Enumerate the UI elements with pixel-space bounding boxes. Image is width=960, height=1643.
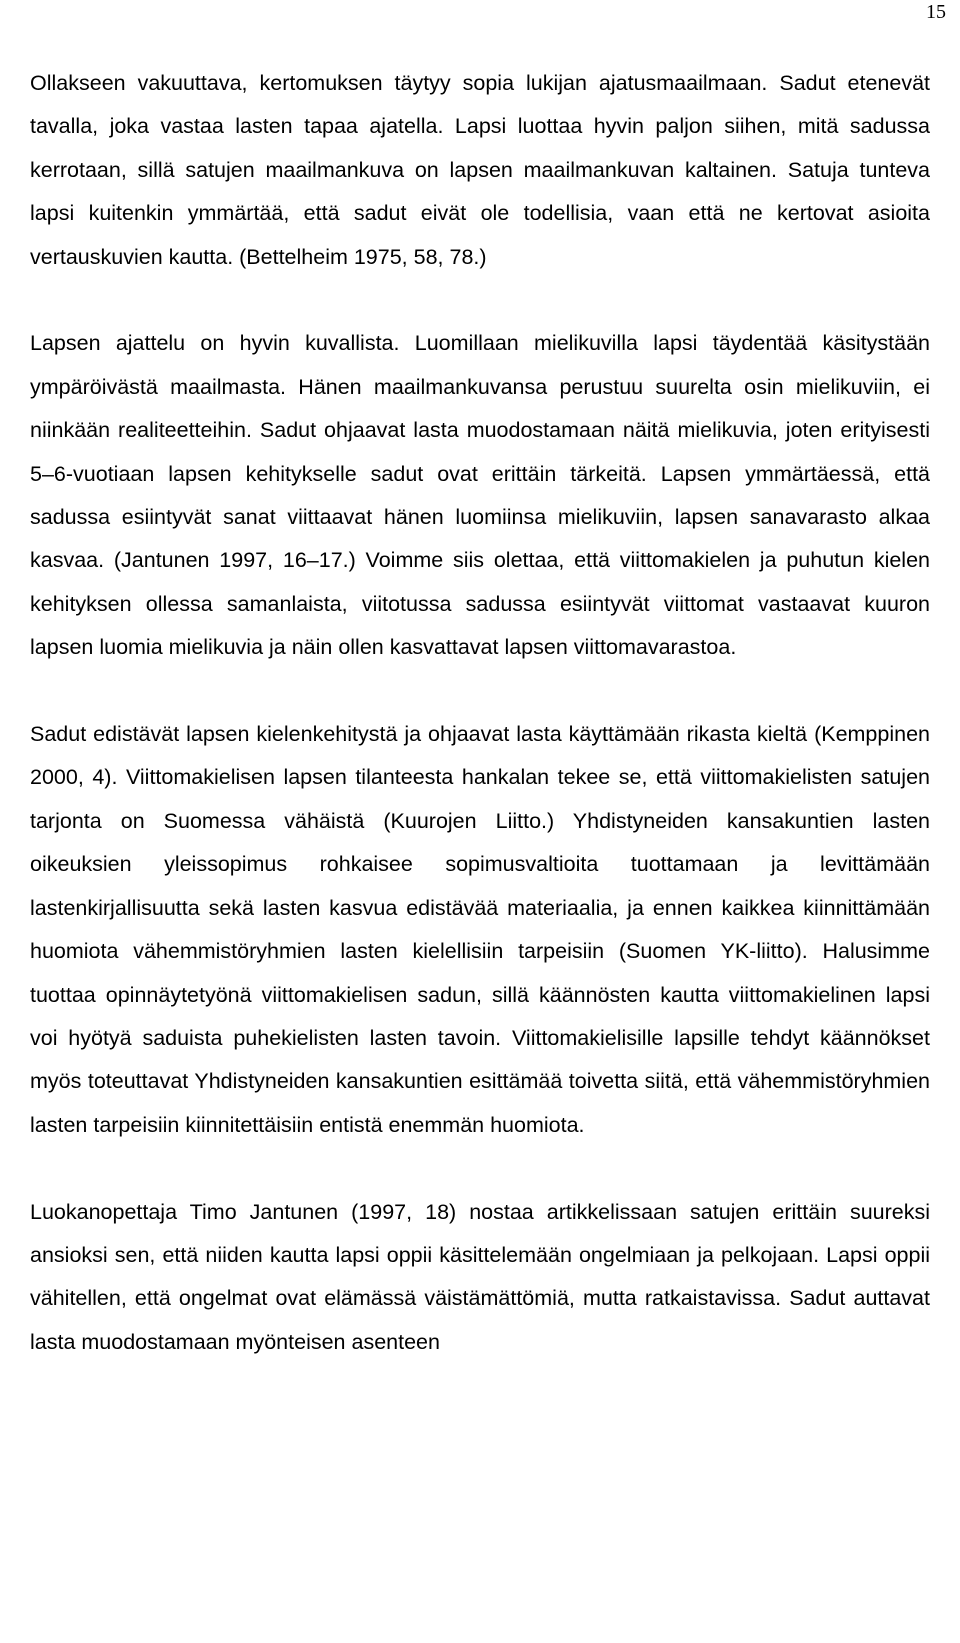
- paragraph-1: Ollakseen vakuuttava, kertomuksen täytyy sopia lukijan ajatusmaailmaan. Sadut etenevät tavalla, joka vastaa lasten tapaa ajatella. Lapsi luottaa hyvin paljon siihen, mitä sadussa kerrotaan, sillä satujen maailmankuva on lapsen maailmankuvan kaltainen. Satuja tunteva lapsi kuitenkin ymmärtää, että sadut eivät ole todellisia, vaan että ne kertovat asioita vertauskuvien kautta. (Bettelheim 1975, 58, 78.): [30, 71, 930, 269]
- paragraph-3: Sadut edistävät lapsen kielenkehitystä ja ohjaavat lasta käyttämään rikasta kieltä (Kemppinen 2000, 4). Viittomakielisen lapsen tilanteesta hankalan tekee se, että viittomakielisten satujen tarjonta on Suomessa vähäistä (Kuurojen Liitto.) Yhdistyneiden kansakuntien lasten oikeuksien yleissopimus rohkaisee sopimusvaltioita tuottamaan ja levittämään lastenkirjallisuutta sekä lasten kasvua edistävää materiaalia, ja ennen kaikkea kiinnittämään huomiota vähemmistöryhmien lasten kielellisiin tarpeisiin (Suomen YK-liitto). Halusimme tuottaa opinnäytetyönä viittomakielisen sadun, sillä käännösten kautta viittomakielinen lapsi voi hyötyä saduista puhekielisten lasten tavoin. Viittomakielisille lapsille tehdyt käännökset myös toteuttavat Yhdistyneiden kansakuntien esittämää toivetta siitä, että vähemmistöryhmien lasten tarpeisiin kiinnitettäisiin entistä enemmän huomiota.: [30, 722, 930, 1137]
- paragraph-4: Luokanopettaja Timo Jantunen (1997, 18) nostaa artikkelissaan satujen erittäin suureksi ansioksi sen, että niiden kautta lapsi oppii käsittelemään ongelmiaan ja pelkojaan. Lapsi oppii vähitellen, että ongelmat ovat elämässä väistämättömiä, mutta ratkaistavissa. Sadut auttavat lasta muodostamaan myönteisen asenteen: [30, 1199, 930, 1354]
- paragraph-2: Lapsen ajattelu on hyvin kuvallista. Luomillaan mielikuvilla lapsi täydentää käsitystään ympäröivästä maailmasta. Hänen maailmankuvansa perustuu suurelta osin mielikuviin, ei niinkään realiteetteihin. Sadut ohjaavat lasta muodostamaan näitä mielikuvia, joten erityisesti 5–6-vuotiaan lapsen kehitykselle sadut ovat erittäin tärkeitä. Lapsen ymmärtäessä, että sadussa esiintyvät sanat viittaavat hänen luomiinsa mielikuviin, lapsen sanavarasto alkaa kasvaa. (Jantunen 1997, 16–17.) Voimme siis olettaa, että viittomakielen ja puhutun kielen kehityksen ollessa samanlaista, viitotussa sadussa esiintyvät viittomat vastaavat kuuron lapsen luomia mielikuvia ja näin ollen kasvattavat lapsen viittomavarastoa.: [30, 331, 930, 660]
- page-number: 15: [926, 1, 946, 23]
- document-body: [30, 62, 930, 1364]
